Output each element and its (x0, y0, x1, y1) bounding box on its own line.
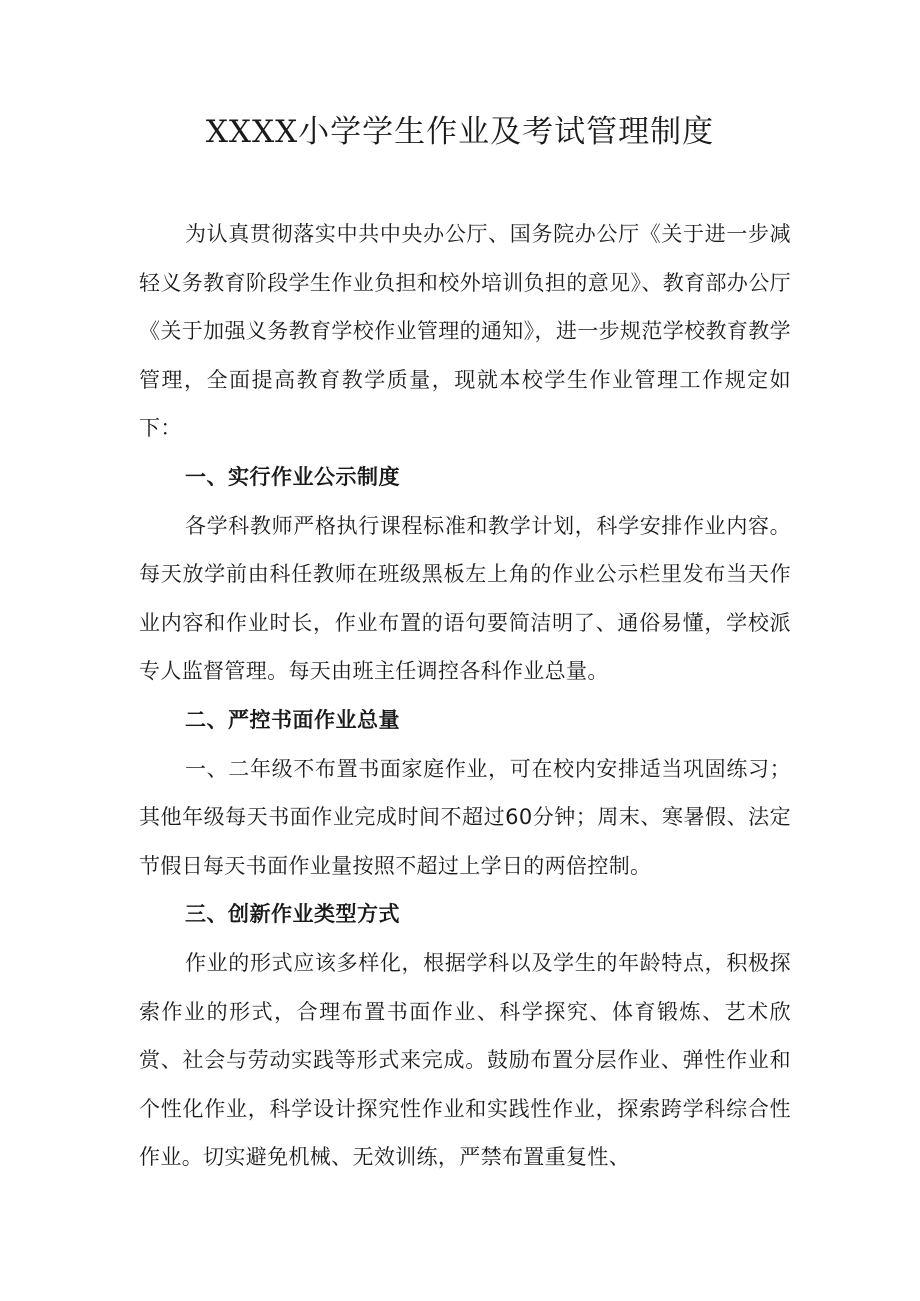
intro-paragraph: 为认真贯彻落实中共中央办公厅、国务院办公厅《关于进一步减轻义务教育阶段学生作业负担和校外培训负担的意见》、教育部办公厅《关于加强义务教育学校作业管理的通知》，进一步规范学校教育教学管理，全面提高教育教学质量，现就本校学生作业管理工作规定如下： (139, 222, 791, 441)
document-body (139, 210, 791, 1182)
section-1-heading: 一、实行作业公示制度 (185, 464, 400, 489)
section-2-body: 一、二年级不布置书面家庭作业，可在校内安排适当巩固练习；其他年级每天书面作业完成时间不超过60分钟；周末、寒暑假、法定节假日每天书面作业量按照不超过上学日的两倍控制。 (139, 756, 791, 878)
section-1-body: 各学科教师严格执行课程标准和教学计划，科学安排作业内容。每天放学前由科任教师在班级黑板左上角的作业公示栏里发布当天作业内容和作业时长，作业布置的语句要简洁明了、通俗易懂，学校派专人监督管理。每天由班主任调控各科作业总量。 (139, 513, 791, 684)
document-title: XXXX小学学生作业及考试管理制度 (205, 114, 715, 150)
section-2-heading: 二、严控书面作业总量 (185, 707, 400, 732)
section-3-heading: 三、创新作业类型方式 (185, 902, 400, 927)
section-3-body: 作业的形式应该多样化，根据学科以及学生的年龄特点，积极探索作业的形式，合理布置书面作业、科学探究、体育锻炼、艺术欣赏、社会与劳动实践等形式来完成。鼓励布置分层作业、弹性作业和个性化作业，科学设计探究性作业和实践性作业，探索跨学科综合性作业。切实避免机械、无效训练，严禁布置重复性、 (139, 950, 791, 1170)
